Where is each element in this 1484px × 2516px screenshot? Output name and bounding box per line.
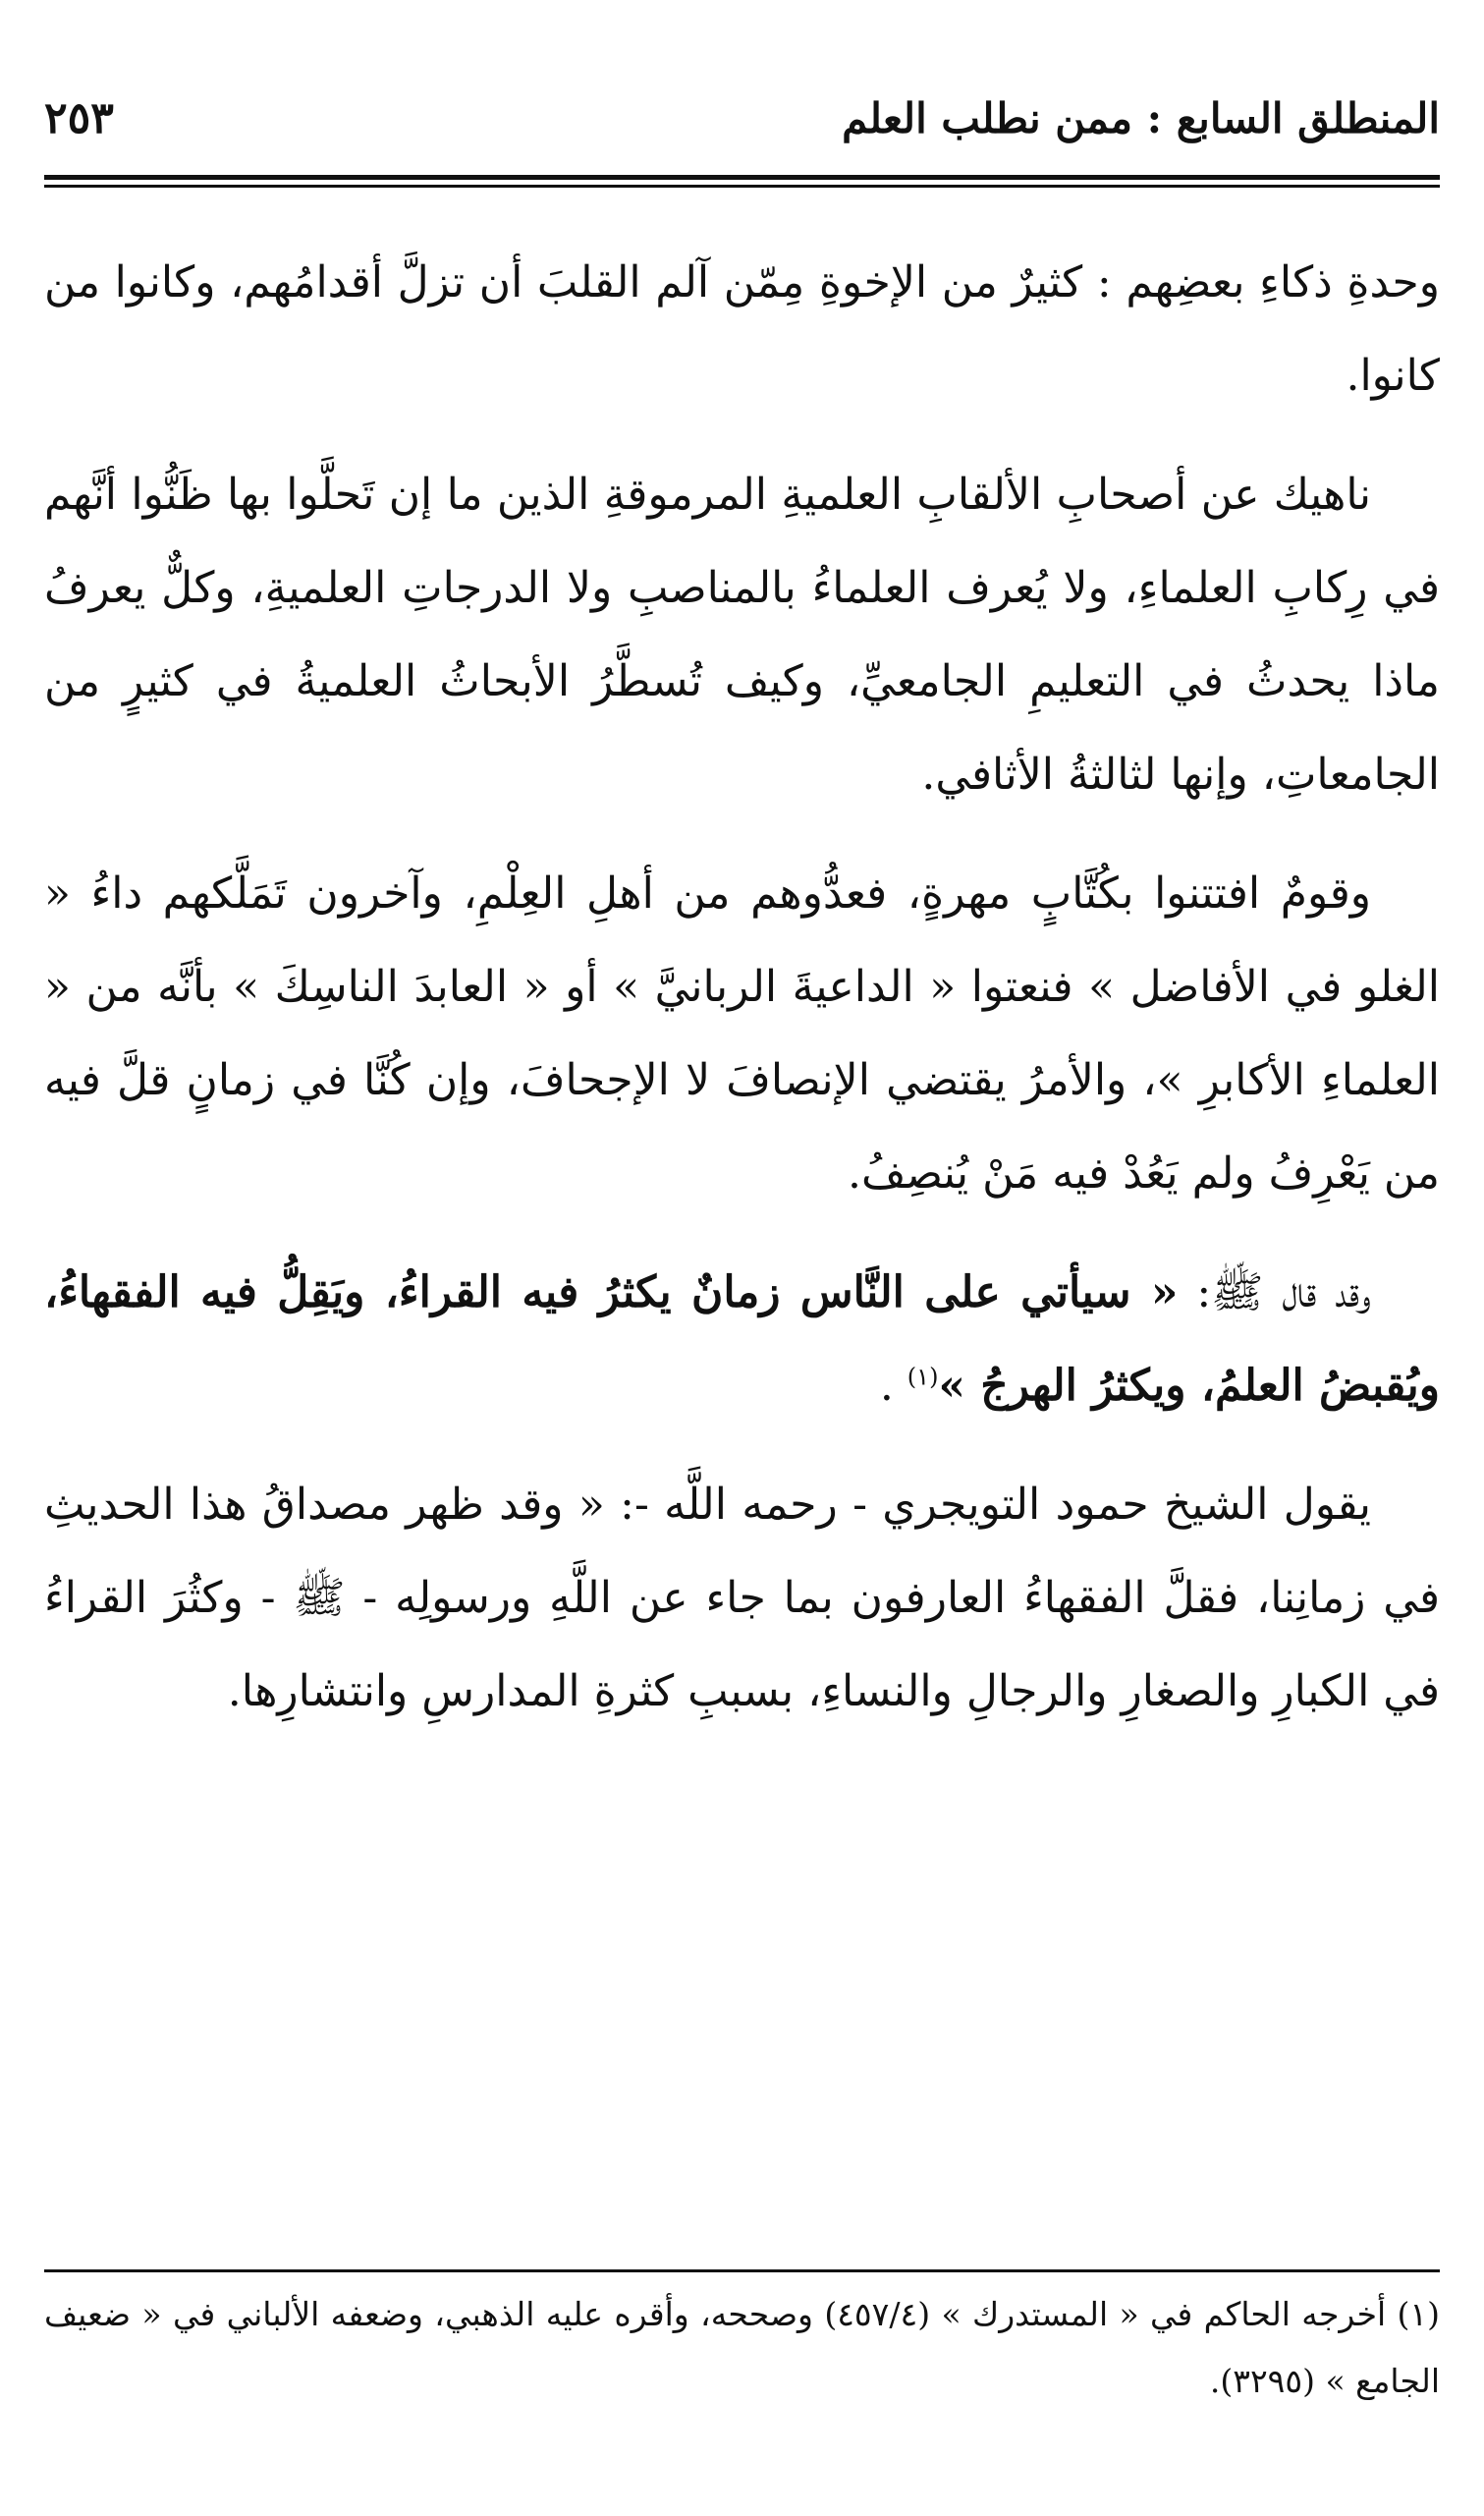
paragraph-5: يقول الشيخ حمود التويجري - رحمه اللَّه -: « وقد ظهر مصداقُ هذا الحديثِ في زمانِنا، فقلَّ الفقهاءُ العارفون بما جاء عن اللَّهِ ورسولِه - ﷺ - وكثُرَ القراءُ في الكبارِ والصغارِ والرجالِ والنساءِ، بسببِ كثرةِ المدارسِ وانتشارِها. [44,1480,1440,1716]
footnote-rule [44,2269,1440,2272]
page-header [44,79,1440,157]
hadith-end: . [879,1361,907,1411]
page-number: ٢٥٣ [44,92,114,143]
hadith-quote: « سيأتي على النَّاس زمانٌ يكثرُ فيه القراءُ، ويَقِلُّ فيه الفقهاءُ، ويُقبضُ العلمُ، ويكثرُ الهرجُ » [44,1267,1440,1411]
paragraph-4 [44,1246,1440,1432]
footnote-text: (١) أخرجه الحاكم في « المستدرك » (٤٥٧/٤) وصححه، وأقره عليه الذهبي، وضعفه الألباني في « ضعيف الجامع » (٣٢٩٥). [44,2295,1440,2400]
header-rule [44,175,1440,188]
footnote-ref[interactable]: (١) [907,1363,939,1391]
paragraph-1: وحدةِ ذكاءِ بعضِهم : كثيرٌ من الإخوةِ مِمّن آلم القلبَ أن تزلَّ أقدامُهم، وكانوا من كانوا. [44,257,1440,401]
hadith-intro: وقد قال ﷺ: [1178,1267,1371,1317]
paragraph-3: وقومٌ افتتنوا بكُتَّابٍ مهرةٍ، فعدُّوهم من أهلِ العِلْمِ، وآخرون تَمَلَّكهم داءُ « الغلو في الأفاضل » فنعتوا « الداعيةَ الربانيَّ » أو « العابدَ الناسِكَ » بأنَّه من « العلماءِ الأكابرِ »، والأمرُ يقتضي الإنصافَ لا الإجحافَ، وإن كُنَّا في زمانٍ قلَّ فيه من يَعْرِفُ ولم يَعُدْ فيه مَنْ يُنصِفُ. [44,868,1440,1199]
running-title: المنطلق السابع : ممن نطلب العلم [842,93,1440,142]
body-text [44,236,1440,1763]
paragraph-2: ناهيك عن أصحابِ الألقابِ العلميةِ المرموقةِ الذين ما إن تَحلَّوا بها ظَنُّوا أنَّهم في رِكابِ العلماءِ، ولا يُعرف العلماءُ بالمناصبِ ولا الدرجاتِ العلميةِ، وكلٌّ يعرفُ ماذا يحدثُ في التعليمِ الجامعيِّ، وكيف تُسطَّرُ الأبحاثُ العلميةُ في كثيرٍ من الجامعاتِ، وإنها لثالثةُ الأثافي. [44,470,1440,800]
